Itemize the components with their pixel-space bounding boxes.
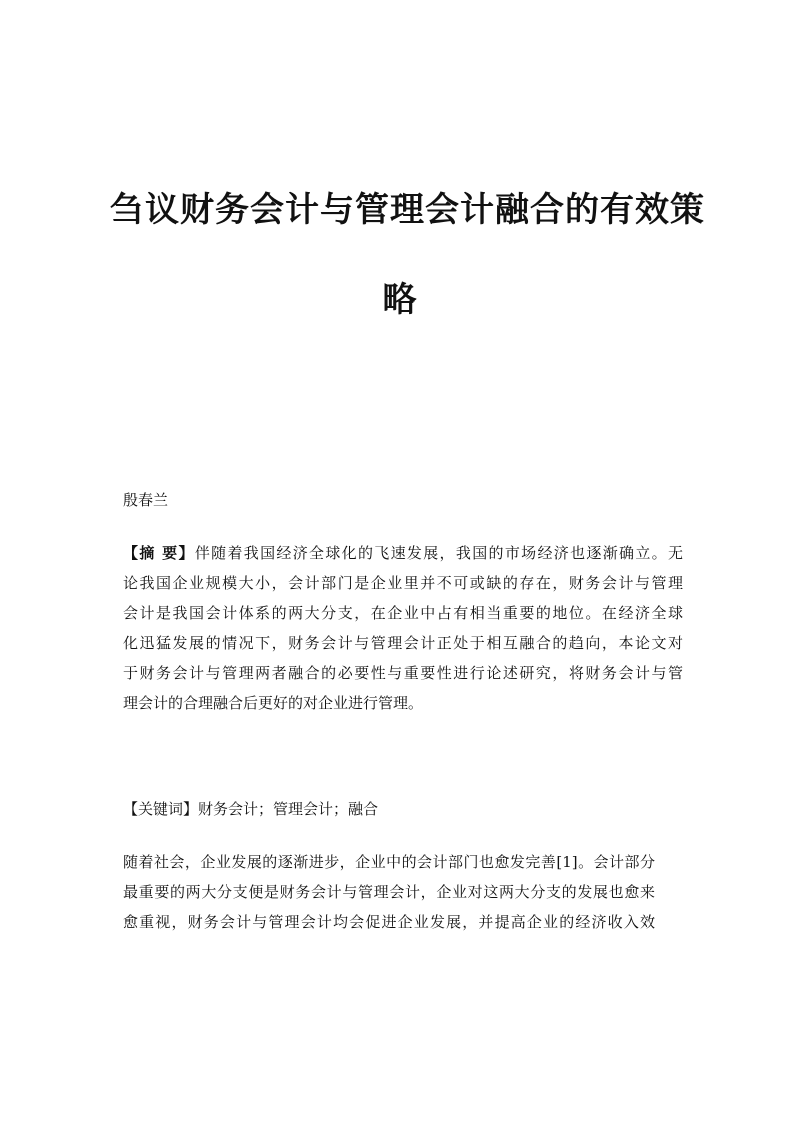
abstract-line-5: 于财务会计与管理两者融合的必要性与重要性进行论述研究，将财务会计与管	[123, 664, 683, 682]
paper-title-line-2: 略	[382, 280, 418, 320]
body-line-3: 愈重视，财务会计与管理会计均会促进企业发展，并提高企业的经济收入效	[123, 913, 655, 931]
abstract-line-3: 会计是我国会计体系的两大分支，在企业中占有相当重要的地位。在经济全球	[123, 604, 683, 622]
abstract-label: 【摘 要】	[123, 544, 195, 562]
body-paragraph	[123, 847, 655, 937]
abstract-line-1	[123, 538, 683, 568]
author-name: 殷春兰	[123, 491, 169, 509]
abstract-line-1-text: 伴随着我国经济全球化的飞速发展，我国的市场经济也逐渐确立。无	[194, 544, 683, 562]
abstract-line-4: 化迅猛发展的情况下，财务会计与管理会计正处于相互融合的趋向，本论文对	[123, 634, 683, 652]
keywords	[123, 797, 378, 821]
keywords-label: 【关键词】	[123, 800, 199, 818]
abstract-line-2: 论我国企业规模大小，会计部门是企业里并不可或缺的存在，财务会计与管理	[123, 574, 683, 592]
paper-title	[110, 165, 705, 345]
body-line-2: 最重要的两大分支便是财务会计与管理会计，企业对这两大分支的发展也愈来	[123, 883, 655, 901]
keywords-text: 财务会计；管理会计；融合	[198, 800, 379, 818]
abstract-line-6: 理会计的合理融合后更好的对企业进行管理。	[123, 694, 424, 712]
body-line-1: 随着社会，企业发展的逐渐进步，企业中的会计部门也愈发完善[1]。会计部分	[123, 853, 655, 871]
paper-title-line-1: 刍议财务会计与管理会计融合的有效策	[110, 190, 705, 230]
abstract	[123, 538, 683, 718]
